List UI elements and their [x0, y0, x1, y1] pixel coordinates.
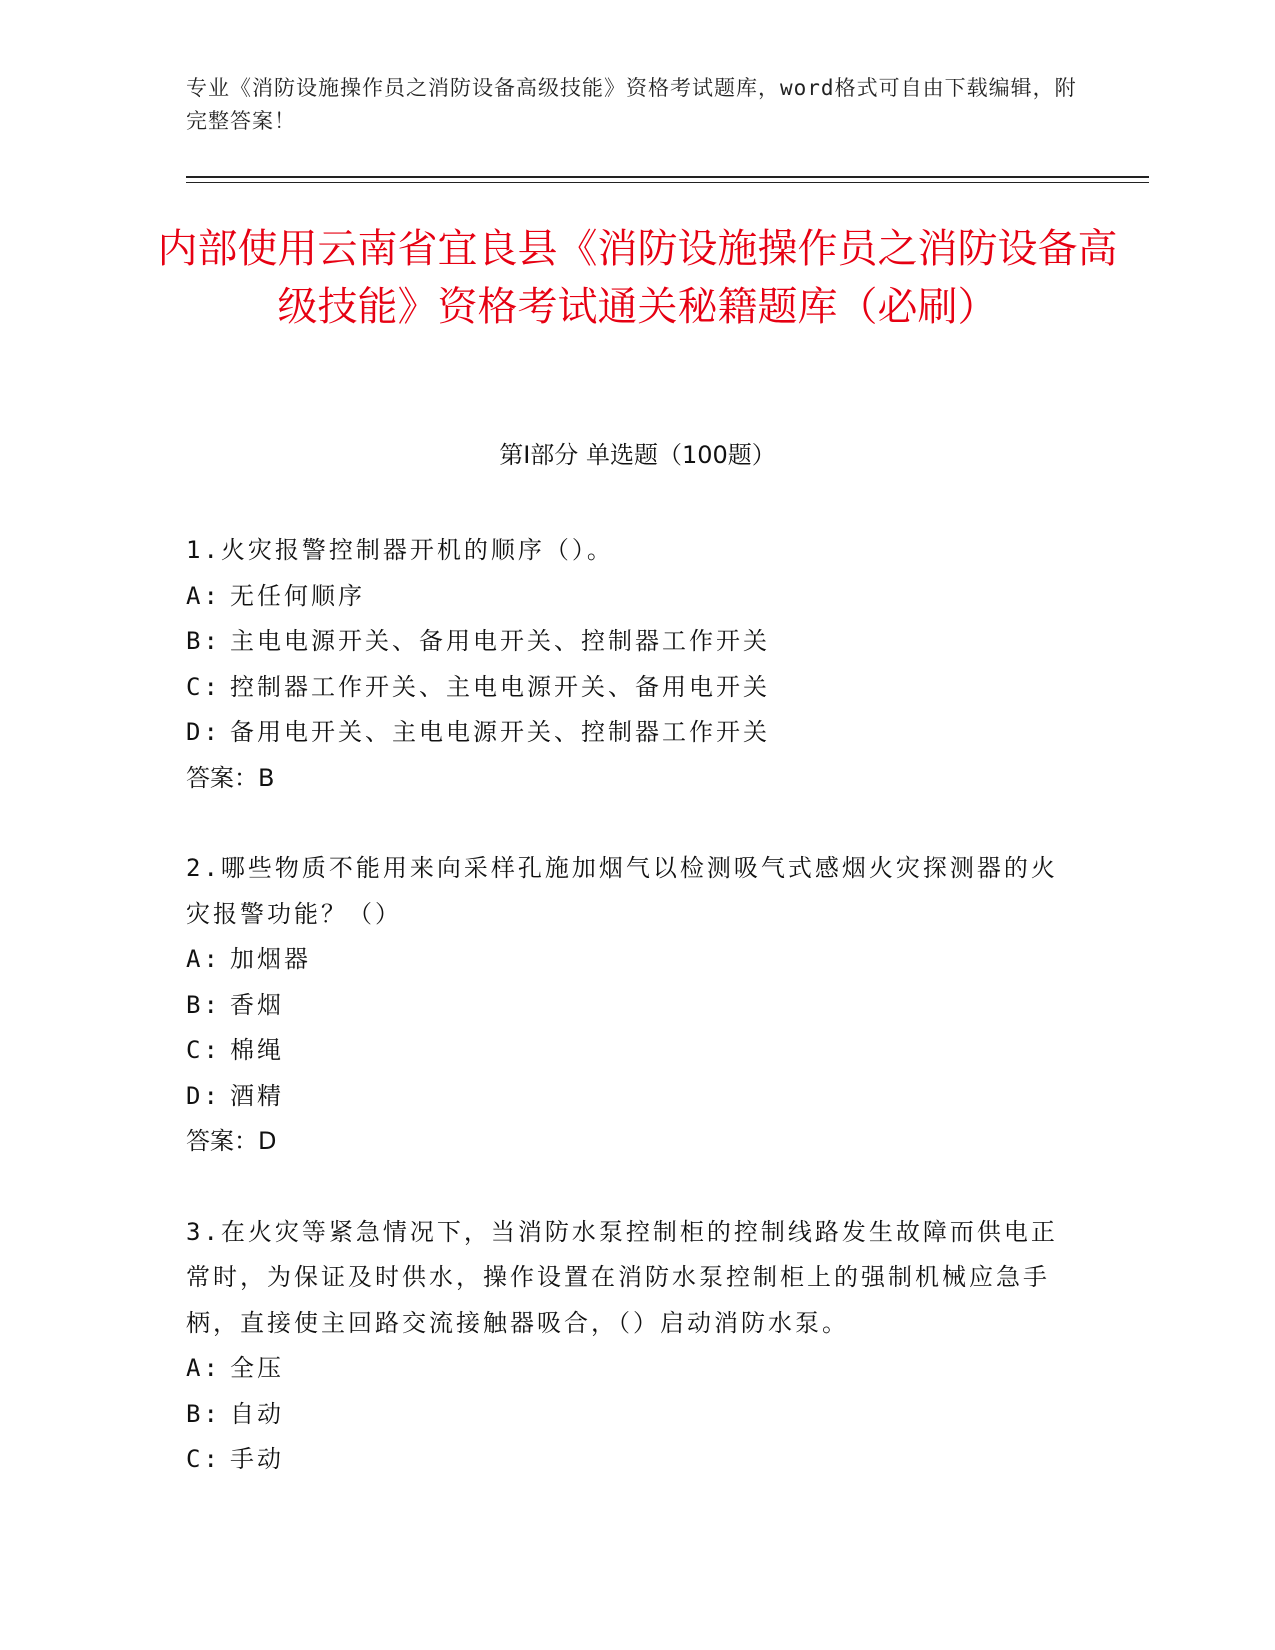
- question-list: [186, 528, 1066, 1528]
- option-key: D:: [186, 718, 221, 746]
- option-c: [186, 665, 1066, 711]
- question-3: [186, 1210, 1066, 1483]
- option-text: 无任何顺序: [230, 581, 365, 610]
- option-key: D:: [186, 1081, 221, 1110]
- option-key: B:: [186, 990, 221, 1019]
- question-text: 3.在火灾等紧急情况下，当消防水泵控制柜的控制线路发生故障而供电正常时，为保证及时供水，操作设置在消防水泵控制柜上的强制机械应急手柄，直接使主回路交流接触器吸合，（）启动消防水泵。: [186, 1217, 1058, 1337]
- question-2: [186, 846, 1066, 1165]
- option-c: [186, 1028, 1066, 1074]
- section-heading: 第Ⅰ部分 单选题（100题）: [499, 441, 776, 469]
- option-text: 香烟: [230, 990, 284, 1019]
- option-key: A:: [186, 581, 221, 610]
- answer-line: 答案：D: [186, 1127, 277, 1155]
- option-key: C:: [186, 1445, 221, 1473]
- question-text: 2.哪些物质不能用来向采样孔施加烟气以检测吸气式感烟火灾探测器的火灾报警功能？（）: [186, 854, 1058, 928]
- option-text: 手动: [230, 1445, 284, 1473]
- option-text: 备用电开关、主电电源开关、控制器工作开关: [230, 718, 770, 746]
- answer-line: 答案：B: [186, 763, 275, 792]
- option-key: B:: [186, 627, 221, 655]
- option-a: [186, 1346, 1066, 1392]
- option-key: B:: [186, 1399, 221, 1428]
- header-note: 专业《消防设施操作员之消防设备高级技能》资格考试题库，word格式可自由下载编辑，附完整答案！: [186, 76, 1077, 133]
- option-b: [186, 983, 1066, 1029]
- option-key: A:: [186, 945, 221, 973]
- header-divider-thin: [186, 182, 1149, 183]
- option-a: [186, 937, 1066, 983]
- option-d: [186, 710, 1066, 756]
- option-d: [186, 1074, 1066, 1120]
- option-key: A:: [186, 1354, 221, 1382]
- option-key: C:: [186, 1036, 221, 1064]
- option-text: 酒精: [230, 1081, 284, 1110]
- option-c: [186, 1437, 1066, 1483]
- option-text: 控制器工作开关、主电电源开关、备用电开关: [230, 672, 770, 701]
- option-text: 全压: [230, 1354, 284, 1382]
- option-text: 主电电源开关、备用电开关、控制器工作开关: [230, 627, 770, 655]
- option-a: [186, 574, 1066, 620]
- option-key: C:: [186, 672, 221, 701]
- option-text: 自动: [230, 1399, 284, 1428]
- option-b: [186, 1392, 1066, 1438]
- question-1: [186, 528, 1066, 801]
- question-text: 1.火灾报警控制器开机的顺序（）。: [186, 536, 614, 564]
- header-divider-thick: [186, 176, 1149, 178]
- document-title: 内部使用云南省宜良县《消防设施操作员之消防设备高级技能》资格考试通关秘籍题库（必刷）: [157, 226, 1118, 330]
- option-text: 棉绳: [230, 1036, 284, 1064]
- option-text: 加烟器: [230, 945, 311, 973]
- option-b: [186, 619, 1066, 665]
